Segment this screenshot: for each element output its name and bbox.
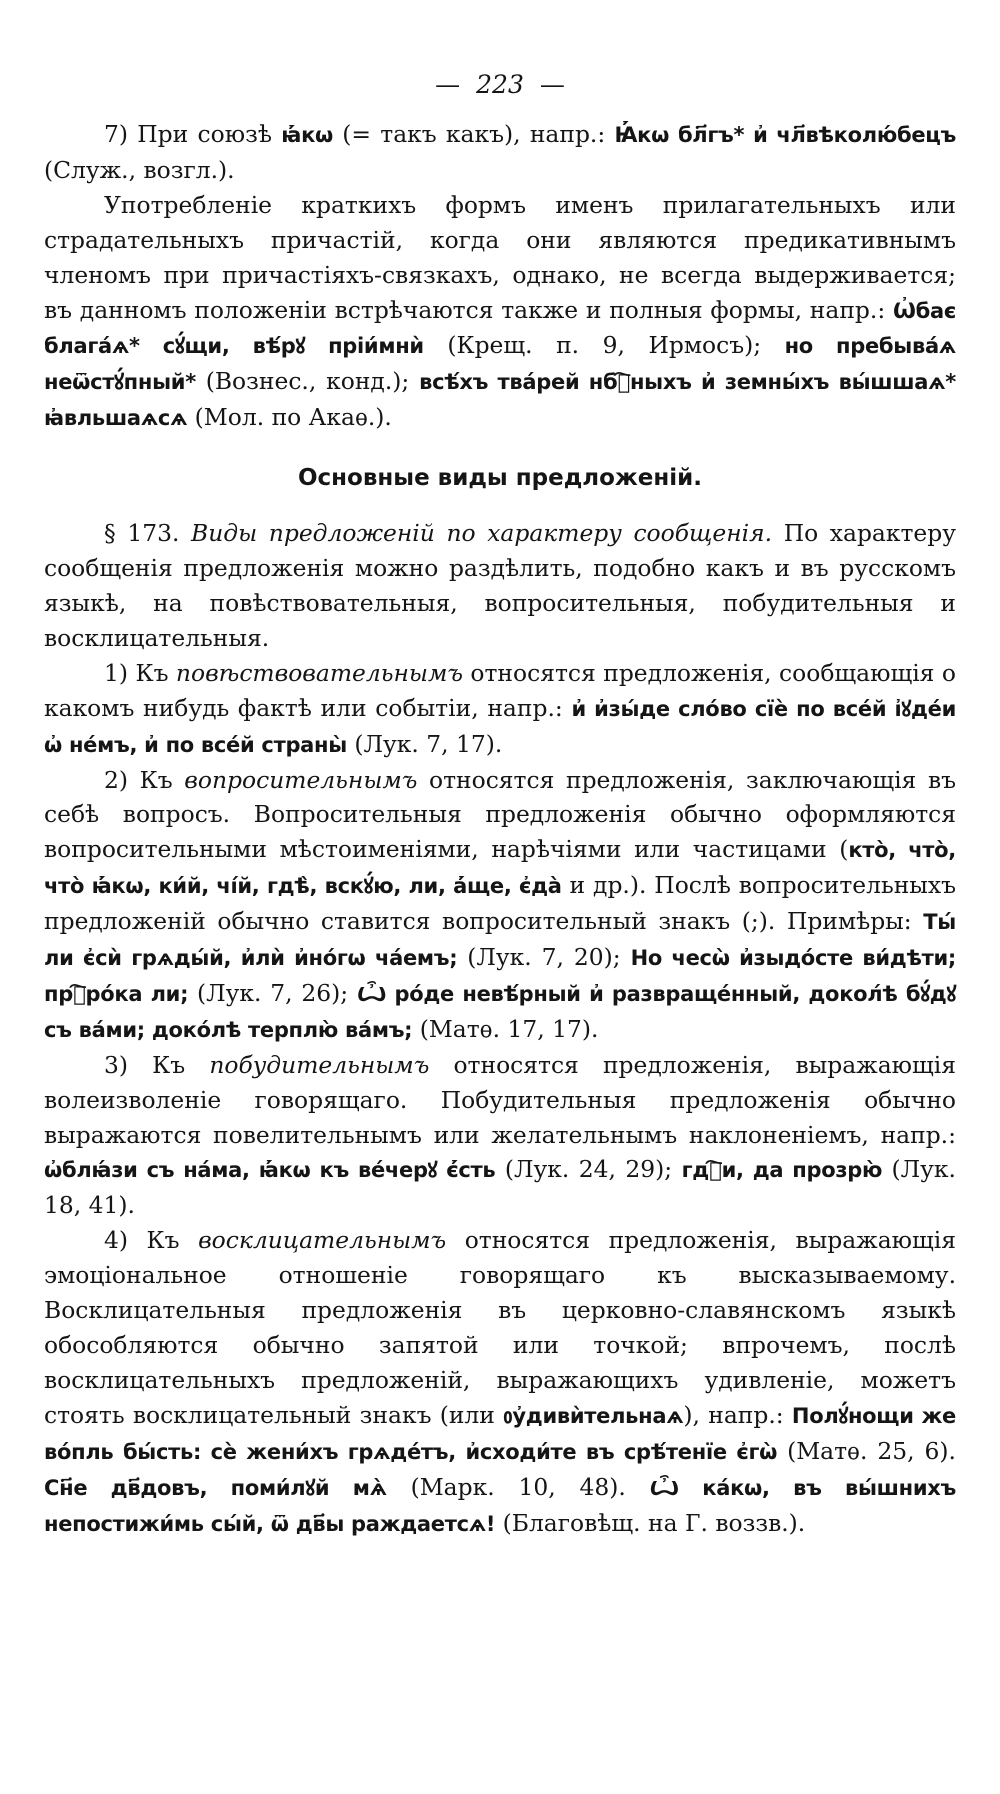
- church-slavonic-quote: кто̀, что̀, что̀ ꙗ҆́кѡ, ки́й, чі́й, гдѣ̀, вскꙋ́ю, ли, а҆́ще, є҆да̀: [44, 838, 956, 899]
- paragraph-exclamatory: [44, 1223, 956, 1541]
- paragraph-intro: [44, 117, 956, 188]
- church-slavonic-quote: ᲂу҆дивѝтельнаѧ: [503, 1403, 684, 1428]
- text: 2) Къ: [104, 765, 185, 794]
- church-slavonic-quote: и҆ и҆зы́де сло́во сїѐ по все́й і҆ꙋде́и ѡ҆ не́мъ, и҆ по все́й страны̀: [44, 696, 956, 757]
- term: вопросительнымъ: [184, 765, 418, 794]
- text: ), напр.:: [683, 1400, 792, 1429]
- text: относятся предложенія, выражающія эмоціональное отношеніе говорящаго къ высказываемому. Восклицательныя предложенія въ церковно-славянскомъ языкѣ обособляются обычно запятой или точкой; впрочемъ, послѣ восклицательныхъ предложеній, выражающихъ удивленіе, можетъ стоять восклицательный знакъ (или: [44, 1226, 956, 1429]
- text: (Вознес., конд.);: [195, 367, 420, 396]
- text: (Лук. 7, 26);: [188, 978, 357, 1007]
- text: (Мол. по Акаѳ.).: [187, 403, 392, 432]
- text: 4) Къ: [104, 1226, 199, 1255]
- page-number-value: 223: [476, 70, 524, 99]
- text: (Марк. 10, 48).: [386, 1472, 650, 1501]
- church-slavonic-quote: ѡ҆блꙗ́зи съ на́ма, ꙗ҆́кѡ къ ве́черꙋ є҆́сть: [44, 1158, 496, 1183]
- text: и др.). Послѣ вопросительныхъ предложеній обычно ставится вопросительный знакъ (;). Примѣры:: [44, 871, 956, 936]
- text: 7) При союзѣ: [104, 120, 282, 148]
- church-slavonic-quote: Сн҃е дв҃довъ, поми́лꙋй мѧ̀: [44, 1475, 387, 1500]
- text: (Матѳ. 25, 6).: [777, 1436, 956, 1465]
- text: относятся предложенія, сообщающія о какомъ нибудь фактѣ или событіи, напр.:: [44, 658, 956, 722]
- section-heading: Основные виды предложеній.: [297, 465, 703, 492]
- church-slavonic-quote: ꙗ҆́кѡ: [281, 123, 333, 147]
- text: (Лук. 7, 17).: [346, 729, 503, 758]
- text: (Матѳ. 17, 17).: [412, 1014, 599, 1043]
- church-slavonic-quote: всѣ́хъ тва́рей нбⷭ҇ныхъ и҆ земны́хъ вы́шшаѧ* ꙗ҆вльшаѧсѧ: [44, 370, 956, 431]
- text: (Служ., возгл.).: [44, 155, 235, 184]
- term: восклицательнымъ: [198, 1226, 447, 1255]
- church-slavonic-quote: Ты́ ли є҆сѝ грѧды́й, и҆лѝ и҆но́гѡ ча́емъ;: [44, 910, 956, 971]
- text: (Лук. 18, 41).: [44, 1155, 956, 1220]
- page-number: — 223 —: [435, 70, 565, 99]
- church-slavonic-quote: Ѽ ро́де невѣ́рный и҆ развраще́нный, докол́ѣ бꙋ́дꙋ съ ва́ми; доко́лѣ терплю̀ ва́мъ;: [44, 981, 956, 1042]
- text: (= такъ какъ), напр.:: [332, 120, 615, 148]
- church-slavonic-quote: Но чесѡ̀ и҆зыдо́сте ви́дѣти; прⷪ҇ро́ка ли;: [44, 946, 956, 1006]
- text: (Благовѣщ. на Г. воззв.).: [495, 1508, 806, 1537]
- paragraph-interrogative: [44, 763, 956, 1048]
- text: (Лук. 7, 20);: [457, 943, 631, 972]
- text: относятся предложенія, выражающія волеизволеніе говорящаго. Побудительныя предложенія обычно выражаются повелительнымъ или желательнымъ наклоненіемъ, напр.:: [44, 1050, 956, 1149]
- text: (Лук. 24, 29);: [495, 1155, 682, 1184]
- text: 1) Къ: [104, 658, 176, 687]
- text: По характеру сообщенія предложенія можно раздѣлить, подобно какъ и въ русскомъ языкѣ, на повѣствовательныя, вопросительныя, побудительныя и восклицательныя.: [44, 519, 957, 652]
- church-slavonic-quote: но пребыва́ѧ неѿстꙋ́пный*: [44, 334, 956, 395]
- paragraph-173: [44, 516, 956, 656]
- section-number: § 173.: [104, 519, 192, 548]
- section-title: Виды предложеній по характеру сообщенія.: [191, 519, 773, 548]
- text: Употребленіе краткихъ формъ именъ прилагательныхъ или страдательныхъ причастій, когда они являются предикативнымъ членомъ при причастіяхъ-связкахъ, однако, не всегда выдерживается; въ данномъ положеніи встрѣчаются также и полныя формы, напр.:: [44, 190, 956, 324]
- paragraph-imperative: [44, 1048, 956, 1224]
- paragraph-declarative: [44, 656, 956, 763]
- church-slavonic-quote: Ѡ҆бає блага́ѧ* сꙋ́щи, вѣ́рꙋ пріи́мнѝ: [44, 298, 956, 359]
- church-slavonic-quote: Полꙋ́нощи же во́пль бы́сть: сѐ жени́хъ грѧде́тъ, и҆сходи́те въ срѣ́тенїе є҆гѡ̀: [44, 1403, 956, 1464]
- text: относятся предложенія, заключающія въ себѣ вопросъ. Вопросительныя предложенія обычно оформляются вопросительными мѣстоименіями, нарѣчіями или частицами (: [44, 765, 956, 864]
- text: 3) Къ: [104, 1050, 210, 1079]
- church-slavonic-quote: Ꙗ҆́кѡ бл҃гъ* и҆ чл҃вѣколю́бецъ: [614, 123, 957, 147]
- church-slavonic-quote: Ѽ ка́кѡ, въ вы́шнихъ непостижи́мь сы́й, ѿ дв҃ы раждаетсѧ!: [44, 1475, 956, 1536]
- text: (Крещ. п. 9, Ирмосъ);: [423, 331, 785, 360]
- term: побудительнымъ: [209, 1050, 430, 1079]
- paragraph-usage: [44, 188, 956, 436]
- term: повѣствовательнымъ: [175, 658, 463, 687]
- church-slavonic-quote: гдⷭ҇и, да прозрю̀: [681, 1158, 883, 1183]
